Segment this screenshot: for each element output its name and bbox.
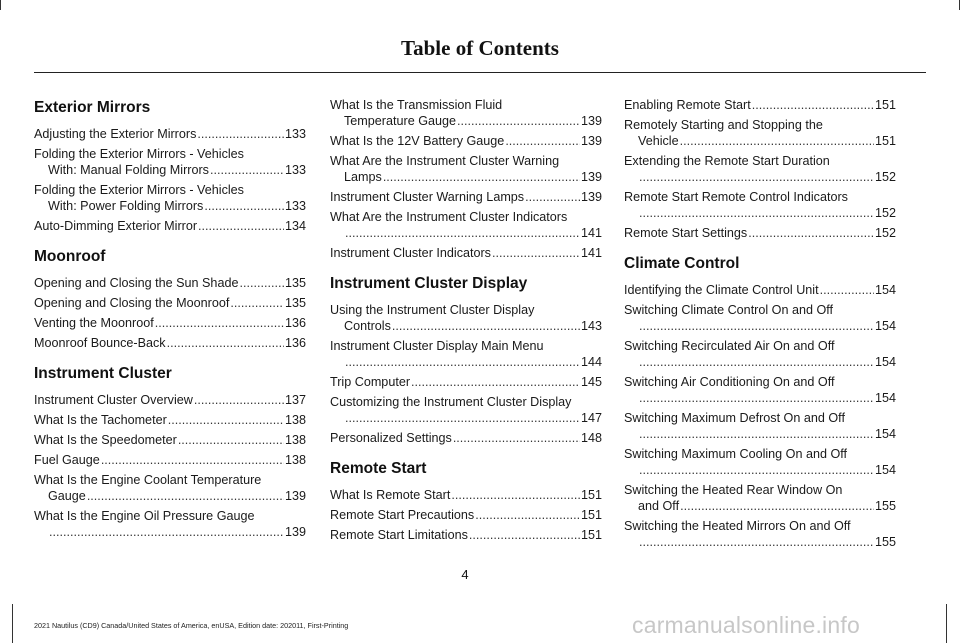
- toc-entry-text: Opening and Closing the Moonroof: [34, 296, 230, 310]
- toc-entry-leader-row: [624, 534, 896, 550]
- toc-entry-leader-row: [34, 412, 306, 428]
- toc-page-number: 139: [580, 190, 602, 204]
- toc-entry-leader-row: [34, 218, 306, 234]
- toc-entry-leader-row: [330, 169, 602, 185]
- toc-entry[interactable]: [624, 410, 896, 442]
- dot-leader: [639, 462, 874, 478]
- toc-page-number: 135: [284, 296, 306, 310]
- dot-leader: [178, 432, 284, 448]
- dot-leader: [197, 126, 284, 142]
- toc-page-number: 155: [874, 499, 896, 513]
- dot-leader: [752, 97, 874, 113]
- toc-entry[interactable]: [330, 374, 602, 390]
- dot-leader: [453, 430, 580, 446]
- toc-entry-text: Remote Start Precautions: [330, 508, 475, 522]
- dot-leader: [639, 534, 874, 550]
- dot-leader: [451, 487, 580, 503]
- toc-page-number: 154: [874, 355, 896, 369]
- toc-entry[interactable]: [34, 392, 306, 408]
- toc-page-number: 152: [874, 170, 896, 184]
- toc-entry-text: Remote Start Remote Control Indicators: [624, 190, 848, 204]
- toc-entry-text: Instrument Cluster Warning Lamps: [330, 190, 525, 204]
- dot-leader: [411, 374, 580, 390]
- dot-leader: [167, 335, 284, 351]
- toc-entry-leader-row: [624, 354, 896, 370]
- crop-mark-top-left: [0, 0, 1, 10]
- toc-page-number: 143: [580, 319, 602, 333]
- section-heading: Moonroof: [34, 248, 106, 265]
- dot-leader: [87, 488, 284, 504]
- toc-section: [624, 255, 896, 550]
- toc-entry-leader-row: [34, 432, 306, 448]
- dot-leader: [457, 113, 580, 129]
- toc-page-number: 139: [284, 489, 306, 503]
- toc-page-number: 133: [284, 199, 306, 213]
- toc-entry-text: Personalized Settings: [330, 431, 452, 445]
- toc-entry-leader-row: [34, 392, 306, 408]
- dot-leader: [155, 315, 284, 331]
- toc-entry-leader-row: [330, 245, 602, 261]
- toc-page-number: 154: [874, 283, 896, 297]
- toc-entry-text: and Off: [638, 499, 680, 513]
- toc-entry-leader-row: [330, 430, 602, 446]
- toc-page-number: 151: [580, 508, 602, 522]
- dot-leader: [475, 507, 580, 523]
- toc-entry[interactable]: [34, 508, 306, 540]
- toc-entry[interactable]: [34, 126, 306, 142]
- toc-entry[interactable]: [34, 182, 306, 214]
- toc-page-number: 133: [284, 127, 306, 141]
- toc-entry-text: Remotely Starting and Stopping the: [624, 118, 823, 132]
- toc-entry-text: Folding the Exterior Mirrors - Vehicles: [34, 147, 244, 161]
- toc-section: [34, 99, 306, 234]
- toc-entry-text: Switching Climate Control On and Off: [624, 303, 834, 317]
- dot-leader: [239, 275, 284, 291]
- toc-entry-text: Venting the Moonroof: [34, 316, 154, 330]
- toc-page-number: 137: [284, 393, 306, 407]
- toc-entry-text: Switching Maximum Defrost On and Off: [624, 411, 845, 425]
- toc-entry-leader-row: [34, 452, 306, 468]
- toc-entry-leader-row: [34, 275, 306, 291]
- toc-entry-leader-row: [624, 426, 896, 442]
- toc-entry[interactable]: [330, 245, 602, 261]
- toc-entry[interactable]: [34, 295, 306, 311]
- dot-leader: [639, 318, 874, 334]
- toc-entry-text: Lamps: [344, 170, 382, 184]
- toc-entry-text: Remote Start Limitations: [330, 528, 468, 542]
- section-heading: Instrument Cluster Display: [330, 275, 528, 292]
- toc-page-number: 147: [580, 411, 602, 425]
- toc-entry-text: What Is the Engine Coolant Temperature: [34, 473, 262, 487]
- toc-entry[interactable]: [624, 482, 896, 514]
- toc-entry-leader-row: [34, 488, 306, 504]
- dot-leader: [345, 354, 580, 370]
- toc-entry[interactable]: [624, 97, 896, 113]
- toc-entry[interactable]: [624, 282, 896, 298]
- toc-entry[interactable]: [330, 487, 602, 503]
- toc-entry-text: Switching Recirculated Air On and Off: [624, 339, 835, 353]
- toc-entry-text: Instrument Cluster Indicators: [330, 246, 491, 260]
- toc-entry-text: Opening and Closing the Sun Shade: [34, 276, 239, 290]
- toc-page-number: 154: [874, 319, 896, 333]
- toc-entry-leader-row: [624, 390, 896, 406]
- toc-entry-leader-row: [624, 225, 896, 241]
- toc-entry-leader-row: [34, 126, 306, 142]
- toc-entry-text: Switching the Heated Rear Window On: [624, 483, 843, 497]
- toc-entry-leader-row: [624, 498, 896, 514]
- toc-entry[interactable]: [624, 518, 896, 550]
- toc-page-number: 144: [580, 355, 602, 369]
- dot-leader: [101, 452, 284, 468]
- dot-leader: [345, 410, 580, 426]
- toc-entry-text: Customizing the Instrument Cluster Display: [330, 395, 572, 409]
- toc-page-number: 145: [580, 375, 602, 389]
- toc-entry-leader-row: [34, 198, 306, 214]
- toc-entry[interactable]: [34, 472, 306, 504]
- toc-section: [330, 460, 602, 543]
- dot-leader: [383, 169, 580, 185]
- toc-entry[interactable]: [624, 446, 896, 478]
- dot-leader: [210, 162, 284, 178]
- toc-page-number: 138: [284, 413, 306, 427]
- dot-leader: [639, 169, 874, 185]
- toc-section: [330, 275, 602, 446]
- toc-page-number: 136: [284, 316, 306, 330]
- toc-entry-leader-row: [330, 225, 602, 241]
- toc-entry[interactable]: [330, 153, 602, 185]
- dot-leader: [168, 412, 284, 428]
- toc-entry-text: Switching the Heated Mirrors On and Off: [624, 519, 851, 533]
- toc-entry-text: Remote Start Settings: [624, 226, 748, 240]
- toc-entry-text: Instrument Cluster Display Main Menu: [330, 339, 544, 353]
- toc-entry[interactable]: [624, 374, 896, 406]
- dot-leader: [194, 392, 284, 408]
- dot-leader: [639, 390, 874, 406]
- toc-page-number: 136: [284, 336, 306, 350]
- toc-page-number: 151: [580, 528, 602, 542]
- toc-entry-text: Extending the Remote Start Duration: [624, 154, 830, 168]
- toc-entry-text: Instrument Cluster Overview: [34, 393, 193, 407]
- page-number: 4: [461, 567, 469, 582]
- toc-page-number: 139: [580, 170, 602, 184]
- toc-entry[interactable]: [34, 218, 306, 234]
- toc-entry[interactable]: [330, 97, 602, 129]
- toc-entry-text: Adjusting the Exterior Mirrors: [34, 127, 197, 141]
- dot-leader: [748, 225, 874, 241]
- toc-entry-leader-row: [624, 133, 896, 149]
- toc-entry-text: What Is Remote Start: [330, 488, 451, 502]
- dot-leader: [680, 133, 874, 149]
- toc-entry-leader-row: [624, 282, 896, 298]
- toc-entry-text: Gauge: [48, 489, 86, 503]
- toc-entry[interactable]: [330, 133, 602, 149]
- toc-entry[interactable]: [330, 338, 602, 370]
- toc-entry[interactable]: [34, 452, 306, 468]
- toc-column-3: [624, 97, 896, 556]
- toc-entry-text: What Is the Engine Oil Pressure Gauge: [34, 509, 255, 523]
- toc-page-number: 151: [874, 134, 896, 148]
- toc-entry[interactable]: [34, 335, 306, 351]
- toc-page-number: 139: [284, 525, 306, 539]
- toc-entry-text: With: Manual Folding Mirrors: [48, 163, 209, 177]
- toc-page-number: 151: [580, 488, 602, 502]
- toc-entry-leader-row: [624, 462, 896, 478]
- toc-entry-leader-row: [624, 205, 896, 221]
- toc-entry[interactable]: [624, 338, 896, 370]
- toc-entry[interactable]: [330, 430, 602, 446]
- toc-page-number: 154: [874, 391, 896, 405]
- toc-entry-leader-row: [34, 295, 306, 311]
- toc-entry[interactable]: [330, 394, 602, 426]
- toc-entry[interactable]: [624, 302, 896, 334]
- toc-page-number: 154: [874, 463, 896, 477]
- toc-entry-text: Identifying the Climate Control Unit: [624, 283, 819, 297]
- title-divider: [34, 72, 926, 73]
- toc-entry[interactable]: [330, 209, 602, 241]
- dot-leader: [639, 426, 874, 442]
- toc-entry-leader-row: [34, 162, 306, 178]
- toc-entry-leader-row: [34, 335, 306, 351]
- toc-entry-text: Moonroof Bounce-Back: [34, 336, 166, 350]
- toc-entry-leader-row: [34, 524, 306, 540]
- toc-entry-leader-row: [330, 487, 602, 503]
- dot-leader: [639, 354, 874, 370]
- toc-page-number: 134: [284, 219, 306, 233]
- toc-entry-text: What Is the Tachometer: [34, 413, 167, 427]
- toc-section: [330, 97, 602, 261]
- section-heading: Instrument Cluster: [34, 365, 172, 382]
- toc-entry-text: What Is the 12V Battery Gauge: [330, 134, 505, 148]
- toc-entry-text: Fuel Gauge: [34, 453, 100, 467]
- dot-leader: [49, 524, 284, 540]
- toc-entry[interactable]: [624, 189, 896, 221]
- toc-entry-leader-row: [330, 318, 602, 334]
- toc-entry-text: What Is the Transmission Fluid: [330, 98, 503, 112]
- toc-page-number: 133: [284, 163, 306, 177]
- dot-leader: [680, 498, 874, 514]
- toc-section: [34, 365, 306, 540]
- dot-leader: [639, 205, 874, 221]
- crop-mark-bottom-left: [12, 604, 13, 643]
- toc-entry-text: What Are the Instrument Cluster Warning: [330, 154, 560, 168]
- toc-entry-leader-row: [330, 410, 602, 426]
- toc-entry-leader-row: [330, 527, 602, 543]
- dot-leader: [230, 295, 284, 311]
- section-heading: Remote Start: [330, 460, 427, 477]
- toc-entry-leader-row: [330, 354, 602, 370]
- section-heading: Climate Control: [624, 255, 740, 272]
- watermark: carmanualsonline.info: [632, 612, 860, 638]
- toc-column-2: [330, 97, 602, 549]
- toc-page-number: 155: [874, 535, 896, 549]
- toc-page-number: 152: [874, 206, 896, 220]
- edition-footer: 2021 Nautilus (CD9) Canada/United States of America, enUSA, Edition date: 202011, First-Printing: [34, 621, 349, 630]
- toc-entry-text: Switching Maximum Cooling On and Off: [624, 447, 848, 461]
- dot-leader: [204, 198, 284, 214]
- toc-page-number: 139: [580, 114, 602, 128]
- toc-entry-text: Auto-Dimming Exterior Mirror: [34, 219, 198, 233]
- toc-page-number: 135: [284, 276, 306, 290]
- dot-leader: [392, 318, 580, 334]
- toc-entry-text: Switching Air Conditioning On and Off: [624, 375, 835, 389]
- toc-entry-text: Controls: [344, 319, 391, 333]
- dot-leader: [525, 189, 580, 205]
- section-heading: Exterior Mirrors: [34, 99, 151, 116]
- toc-page-number: 151: [874, 98, 896, 112]
- toc-entry[interactable]: [624, 225, 896, 241]
- page-title: Table of Contents: [401, 36, 559, 60]
- toc-page-number: 141: [580, 246, 602, 260]
- toc-entry-leader-row: [624, 318, 896, 334]
- toc-entry[interactable]: [34, 432, 306, 448]
- toc-entry-text: Folding the Exterior Mirrors - Vehicles: [34, 183, 244, 197]
- toc-entry[interactable]: [330, 189, 602, 205]
- toc-page-number: 139: [580, 134, 602, 148]
- dot-leader: [198, 218, 284, 234]
- toc-entry[interactable]: [624, 153, 896, 185]
- toc-page-number: 138: [284, 433, 306, 447]
- toc-page-number: 141: [580, 226, 602, 240]
- dot-leader: [505, 133, 580, 149]
- dot-leader: [469, 527, 580, 543]
- toc-entry-text: Trip Computer: [330, 375, 411, 389]
- toc-entry[interactable]: [330, 302, 602, 334]
- toc-entry-text: Using the Instrument Cluster Display: [330, 303, 535, 317]
- dot-leader: [492, 245, 580, 261]
- toc-entry-text: With: Power Folding Mirrors: [48, 199, 204, 213]
- toc-entry-leader-row: [624, 97, 896, 113]
- toc-entry[interactable]: [34, 146, 306, 178]
- toc-entry-leader-row: [624, 169, 896, 185]
- toc-entry[interactable]: [34, 315, 306, 331]
- toc-entry[interactable]: [34, 275, 306, 291]
- toc-entry-text: Vehicle: [638, 134, 679, 148]
- toc-entry-text: Enabling Remote Start: [624, 98, 751, 112]
- toc-entry-leader-row: [34, 315, 306, 331]
- toc-entry[interactable]: [624, 117, 896, 149]
- toc-column-1: [34, 97, 306, 546]
- toc-entry-leader-row: [330, 507, 602, 523]
- toc-entry-leader-row: [330, 113, 602, 129]
- toc-entry[interactable]: [34, 412, 306, 428]
- toc-entry-text: What Is the Speedometer: [34, 433, 177, 447]
- toc-entry-text: Temperature Gauge: [344, 114, 457, 128]
- toc-entry-leader-row: [330, 374, 602, 390]
- toc-entry-leader-row: [330, 133, 602, 149]
- toc-entry-leader-row: [330, 189, 602, 205]
- toc-section: [624, 97, 896, 241]
- toc-section: [34, 248, 306, 351]
- toc-entry[interactable]: [330, 527, 602, 543]
- toc-page-number: 152: [874, 226, 896, 240]
- toc-entry[interactable]: [330, 507, 602, 523]
- toc-page-number: 148: [580, 431, 602, 445]
- dot-leader: [820, 282, 874, 298]
- dot-leader: [345, 225, 580, 241]
- crop-mark-bottom-right: [946, 604, 947, 643]
- toc-entry-text: What Are the Instrument Cluster Indicators: [330, 210, 568, 224]
- toc-page-number: 138: [284, 453, 306, 467]
- toc-page-number: 154: [874, 427, 896, 441]
